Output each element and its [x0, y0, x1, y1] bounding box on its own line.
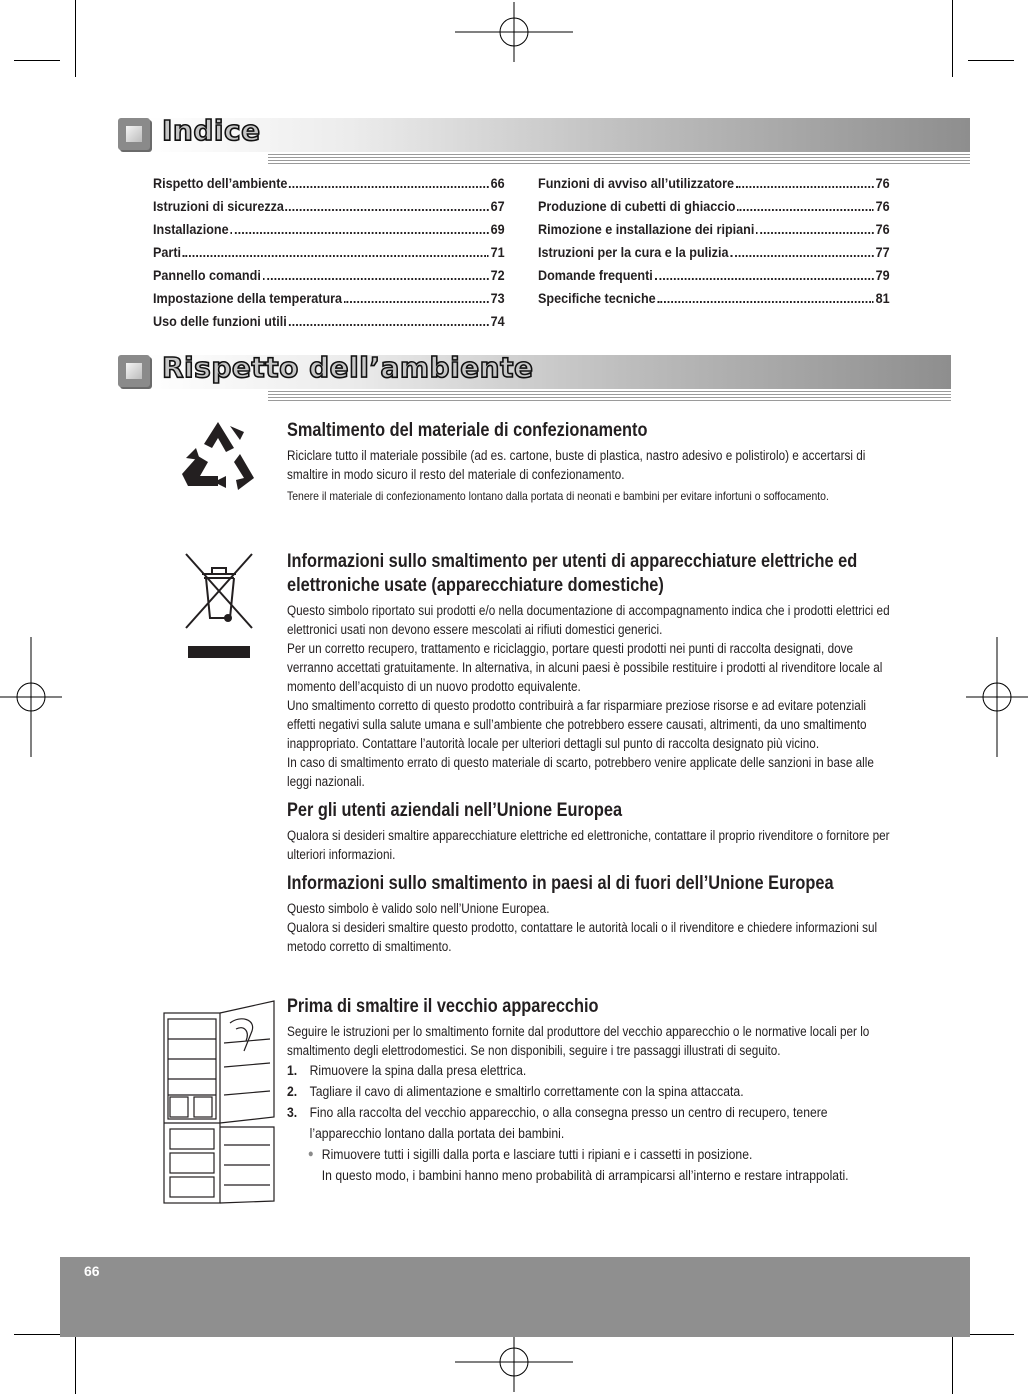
crop-mark [75, 0, 76, 77]
toc-entry-label: Rispetto dell’ambiente [153, 175, 288, 191]
crop-mark [968, 60, 1014, 61]
toc-entry[interactable] [153, 290, 505, 313]
toc-entry[interactable] [538, 198, 890, 221]
step-number: 1. [287, 1062, 298, 1078]
outside-eu-heading: Informazioni sullo smaltimento in paesi al di fuori dell’Unione Europea [287, 873, 834, 894]
toc-entry-label: Rimozione e installazione dei ripiani [538, 221, 755, 237]
toc-title: Indice [162, 114, 261, 147]
toc-entry[interactable] [153, 175, 505, 198]
toc-entry[interactable] [538, 221, 890, 244]
bullet-line: Rimuovere tutti i sigilli dalla porta e lasciare tutti i ripiani e i cassetti in posizione. [321, 1146, 753, 1162]
before-disposal-section [287, 995, 891, 1186]
toc-entry-page: 77 [875, 244, 890, 260]
toc-entry[interactable] [538, 290, 890, 313]
weee-paragraph: Questo simbolo riportato sui prodotti e/o nella documentazione di accompagnamento indica che i prodotti elettrici ed elettronici usati non devono essere mescolati ai rifiuti domestici generici. [287, 603, 890, 637]
toc-entry-label: Specifiche tecniche [538, 290, 656, 306]
registration-mark-icon [0, 637, 62, 757]
toc-dot-leader [289, 324, 489, 326]
header-rule [268, 391, 951, 401]
fridge-illustration [160, 995, 278, 1207]
toc-dot-leader [230, 232, 488, 234]
toc-entry-label: Istruzioni di sicurezza [153, 198, 284, 214]
section-title: Rispetto dell’ambiente [162, 351, 534, 384]
bullet-text [322, 1144, 849, 1186]
toc-left-column [153, 175, 505, 336]
outside-eu-paragraph: Questo simbolo è valido solo nell’Unione Europea. [287, 901, 550, 916]
packaging-heading: Smaltimento del materiale di confezionamento [287, 420, 648, 441]
toc-entry-page: 72 [490, 267, 505, 283]
toc-entry[interactable] [153, 198, 505, 221]
weee-paragraph: Uno smaltimento corretto di questo prodotto contribuirà a far risparmiare preziose risorse e ad evitare potenziali effetti negativi sulla salute umana e sull’ambiente che potrebbero essere causati, altrimenti, da uno smaltimento inappropriato. Contattare l’autorità locale per ulteriori dettagli sul punto di raccolta designato più vicino. [287, 698, 867, 751]
toc-entry[interactable] [153, 313, 505, 336]
toc-entry[interactable] [153, 244, 505, 267]
toc-entry-page: 69 [490, 221, 505, 237]
registration-mark-icon [455, 2, 573, 62]
header-square-icon [118, 355, 150, 387]
toc-entry-label: Uso delle funzioni utili [153, 313, 287, 329]
registration-mark-icon [455, 1332, 573, 1392]
crop-mark [952, 0, 953, 77]
list-item [287, 1060, 891, 1081]
toc-entry-page: 76 [875, 198, 890, 214]
toc-entry[interactable] [538, 267, 890, 290]
toc-entry-page: 74 [490, 313, 505, 329]
toc-dot-leader [289, 186, 489, 188]
toc-entry-page: 67 [490, 198, 505, 214]
toc-dot-leader [655, 278, 874, 280]
toc-entry-page: 76 [875, 175, 890, 191]
header-bar [144, 118, 970, 152]
crop-mark [14, 1334, 60, 1335]
list-item [287, 1081, 891, 1102]
crop-mark [968, 1334, 1014, 1335]
step-text: Rimuovere la spina dalla presa elettrica. [309, 1062, 527, 1078]
toc-entry[interactable] [538, 244, 890, 267]
toc-entry-label: Domande frequenti [538, 267, 653, 283]
before-disposal-intro: Seguire le istruzioni per lo smaltimento fornite dal produttore del vecchio apparecchio o le normative locali per lo smaltimento degli elettrodomestici. Se non disponibili, seguire i tre passaggi illustrati di seguito. [287, 1024, 870, 1058]
step-text: Tagliare il cavo di alimentazione e smaltirlo correttamente con la spina attaccata. [309, 1083, 744, 1099]
toc-entry-page: 76 [875, 221, 890, 237]
toc-dot-leader [183, 255, 489, 257]
toc-dot-leader [730, 255, 874, 257]
toc-entry-page: 79 [875, 267, 890, 283]
business-heading: Per gli utenti aziendali nell’Unione Europea [287, 800, 623, 821]
toc-entry-page: 71 [490, 244, 505, 260]
packaging-note: Tenere il materiale di confezionamento lontano dalla portata di neonati e bambini per evitare infortuni o soffocamento. [287, 489, 829, 503]
toc-right-column [538, 175, 890, 313]
before-disposal-heading: Prima di smaltire il vecchio apparecchio [287, 996, 599, 1017]
weee-heading: Informazioni sullo smaltimento per utenti di apparecchiature elettriche ed elettroniche usate (apparecchiature domestiche) [287, 551, 858, 596]
section-header [118, 351, 951, 389]
toc-entry[interactable] [538, 175, 890, 198]
recycle-icon [178, 418, 258, 494]
weee-paragraph: In caso di smaltimento errato di questo materiale di scarto, potrebbero venire applicate delle sanzioni in base alle leggi nazionali. [287, 755, 874, 789]
toc-entry-label: Istruzioni per la cura e la pulizia [538, 244, 729, 260]
bullet-icon: ● [307, 1148, 314, 1160]
crossed-bin-icon [184, 552, 254, 660]
toc-dot-leader [263, 278, 489, 280]
crop-mark [14, 60, 60, 61]
packaging-section [287, 419, 891, 505]
toc-dot-leader [286, 209, 489, 211]
weee-paragraph: Per un corretto recupero, trattamento e riciclaggio, portare questi prodotti nei punti di raccolta designati, dove verranno accettati gratuitamente. In alternativa, in alcuni paesi è possibile restituire i prodotti al rivenditore locale al momento dell’acquisto di un nuovo prodotto equivalente. [287, 641, 883, 694]
steps-list [287, 1060, 891, 1144]
step-text: Fino alla raccolta del vecchio apparecchio, o alla consegna presso un centro di recupero, tenere l’apparecchio lontano dalla portata dei bambini. [309, 1104, 828, 1141]
step-number: 3. [287, 1104, 298, 1120]
list-item [287, 1102, 891, 1144]
step-number: 2. [287, 1083, 298, 1099]
toc-dot-leader [344, 301, 489, 303]
toc-entry-page: 66 [490, 175, 505, 191]
header-square-icon [118, 118, 150, 150]
footer-bar [60, 1257, 970, 1337]
toc-entry-label: Funzioni di avviso all’utilizzatore [538, 175, 735, 191]
bullet-line: In questo modo, i bambini hanno meno probabilità di arrampicarsi all’interno e restare intrappolati. [321, 1167, 849, 1183]
toc-dot-leader [736, 186, 874, 188]
toc-entry-label: Pannello comandi [153, 267, 261, 283]
page-number: 66 [84, 1263, 100, 1279]
toc-header [118, 114, 970, 152]
toc-entry-label: Produzione di cubetti di ghiaccio [538, 198, 736, 214]
toc-entry[interactable] [153, 221, 505, 244]
toc-entry-label: Impostazione della temperatura [153, 290, 343, 306]
registration-mark-icon [966, 637, 1028, 757]
toc-entry-label: Parti [153, 244, 182, 260]
header-rule [268, 154, 970, 164]
list-item [287, 1144, 891, 1186]
outside-eu-paragraph: Qualora si desideri smaltire questo prodotto, contattare le autorità locali o il rivenditore e chiedere informazioni sul metodo corretto di smaltimento. [287, 920, 878, 954]
business-text: Qualora si desideri smaltire apparecchiature elettriche ed elettroniche, contattare il proprio rivenditore o fornitore per ulteriori informazioni. [287, 828, 890, 862]
packaging-text: Riciclare tutto il materiale possibile (ad es. cartone, buste di plastica, nastro adesivo e polistirolo) e accertarsi di smaltire in modo sicuro il resto del materiale di confezionamento. [287, 448, 866, 482]
toc-dot-leader [657, 301, 873, 303]
toc-dot-leader [737, 209, 874, 211]
toc-dot-leader [756, 232, 874, 234]
weee-section [287, 550, 891, 956]
toc-entry-label: Installazione [153, 221, 229, 237]
toc-entry-page: 73 [490, 290, 505, 306]
toc-entry[interactable] [153, 267, 505, 290]
toc-entry-page: 81 [875, 290, 890, 306]
